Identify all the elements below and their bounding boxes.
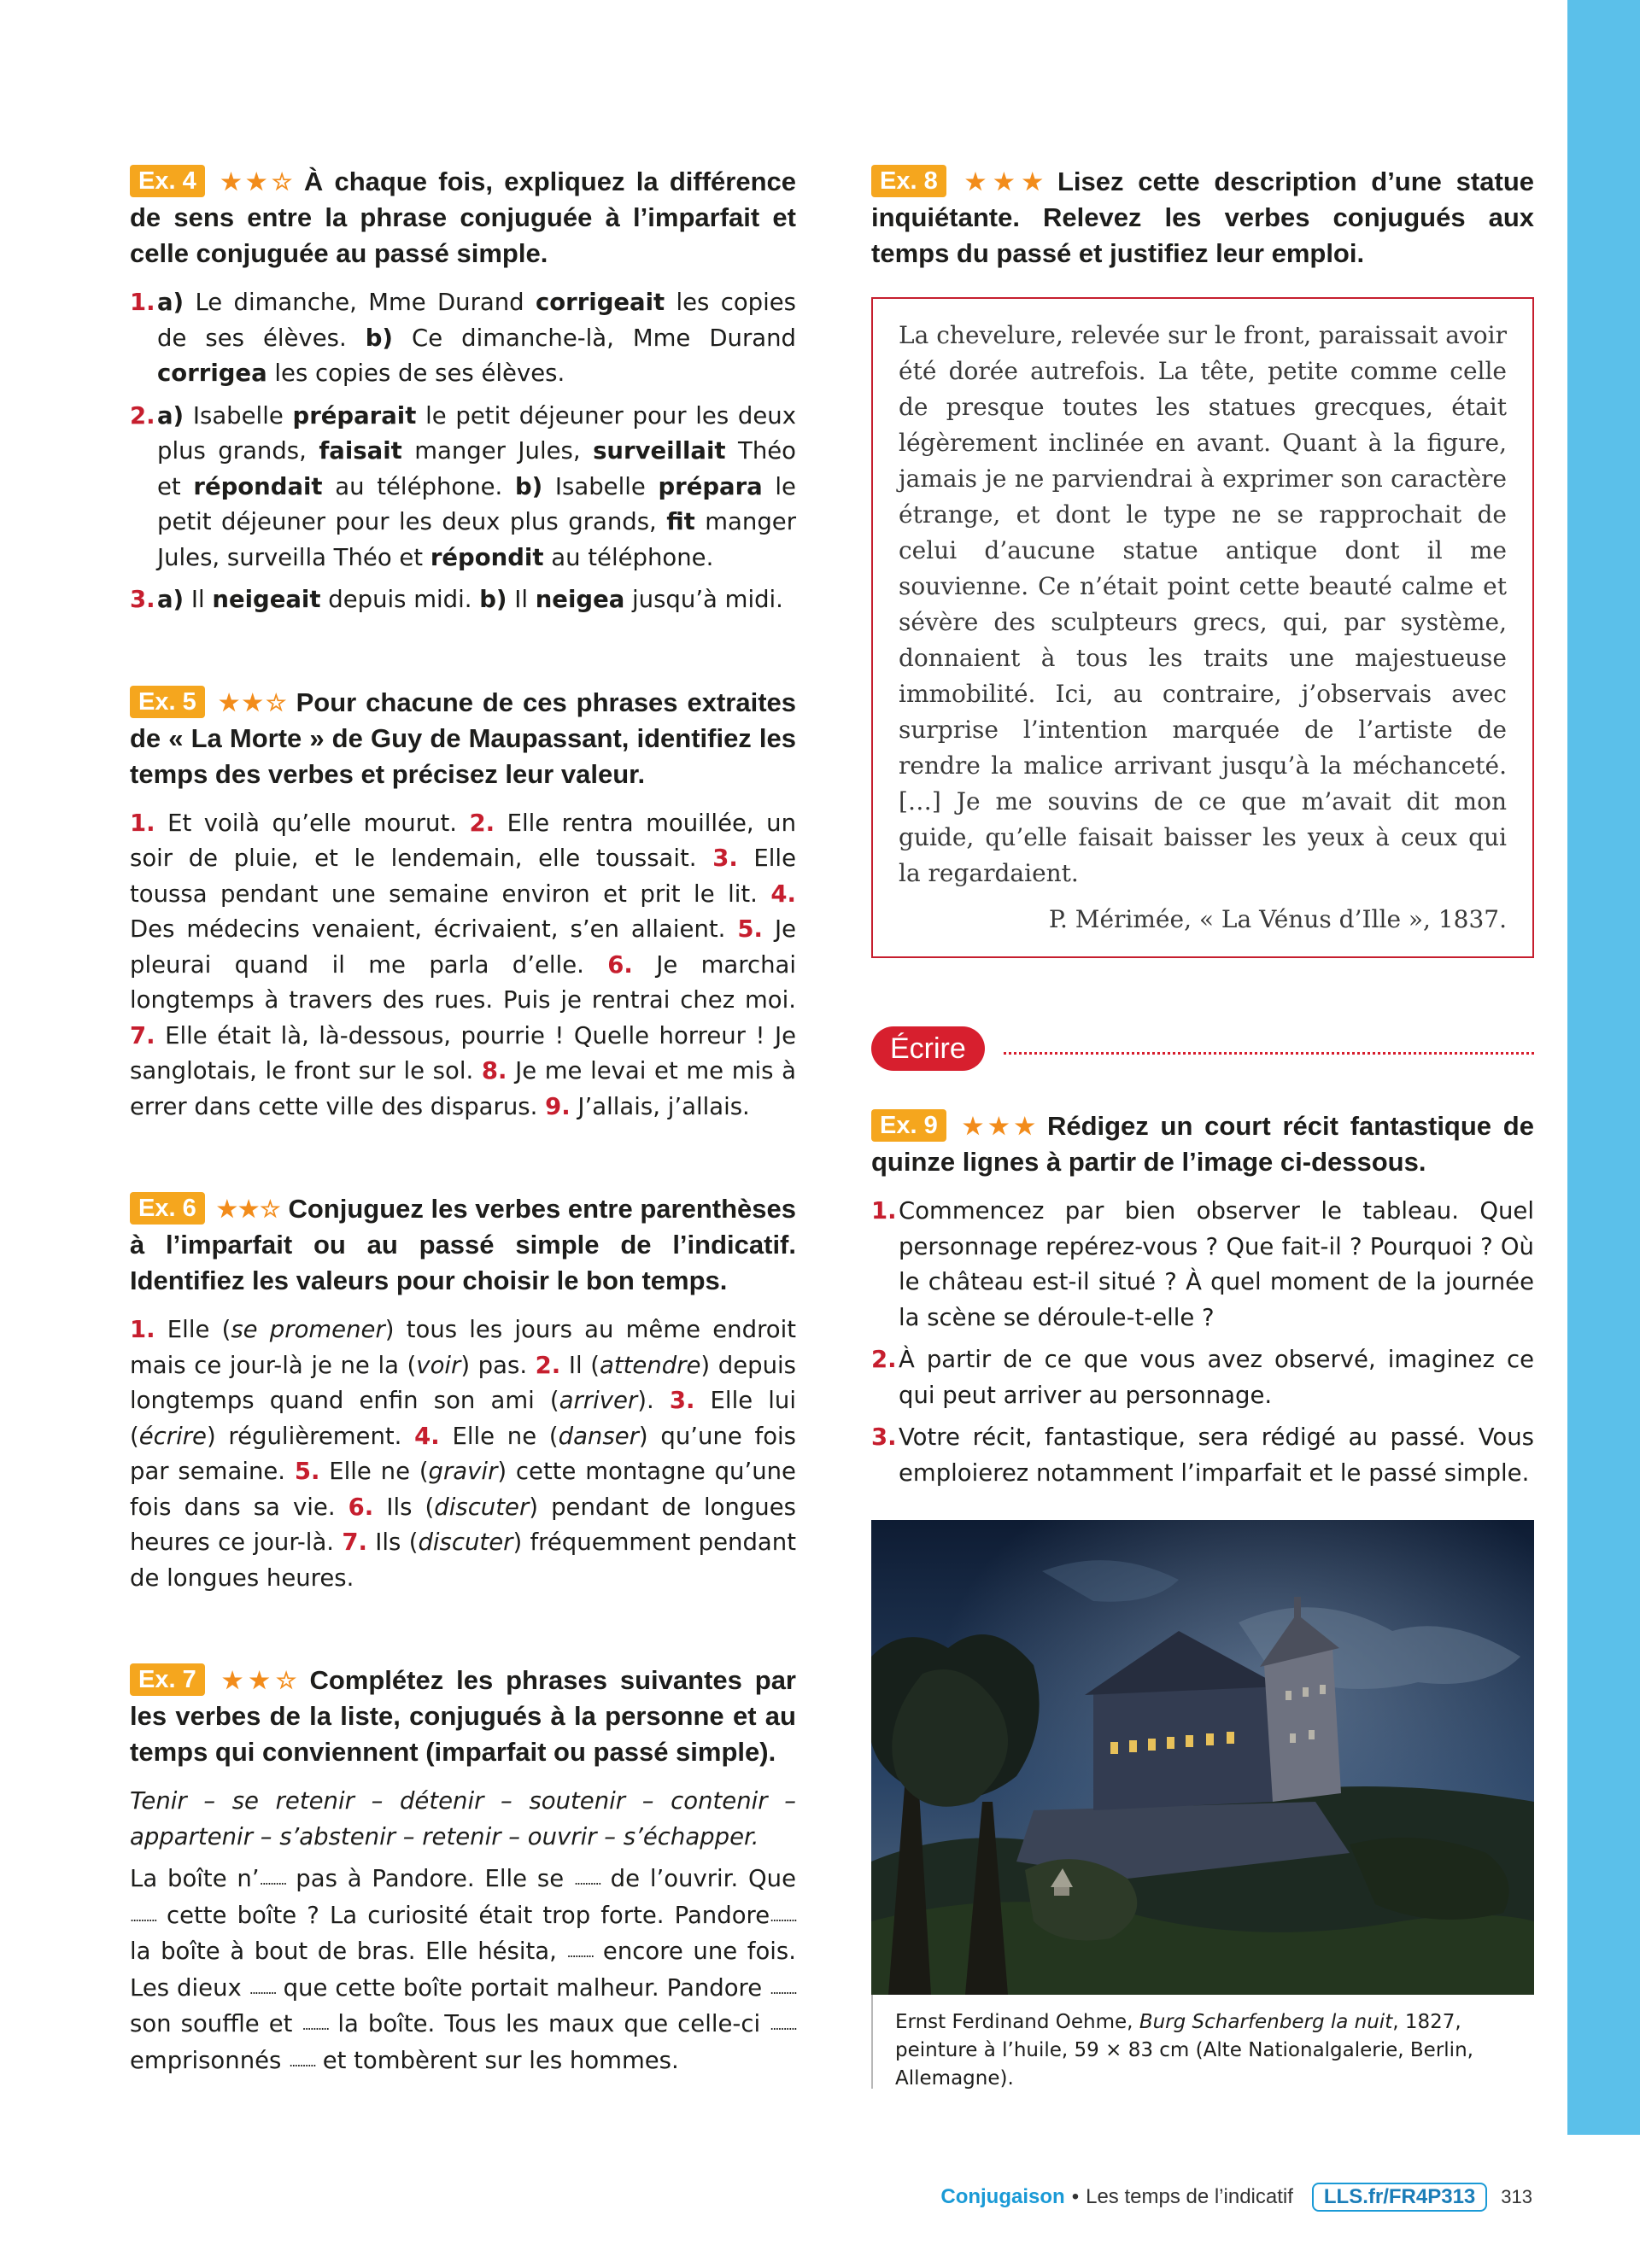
list-item — [130, 399, 796, 576]
quote-box — [871, 297, 1534, 958]
quote-source: P. Mérimée, « La Vénus d’Ille », 1837. — [1048, 905, 1507, 933]
exercise-7 — [130, 1663, 796, 2079]
item-text: a) Le dimanche, Mme Durand corrigeait les copies de ses élèves. b) Ce dimanche-là, Mme Durand corrigea les copies de ses élèves. — [157, 289, 796, 387]
exercise-9-items — [871, 1194, 1534, 1491]
difficulty-stars-icon: ★★★ — [958, 1114, 1040, 1139]
exercise-instruction: Conjuguez les verbes entre parenthèses à l’imparfait ou au passé simple de l’indicatif. Identifiez les valeurs pour choisir le bon temps. — [130, 1194, 796, 1295]
footer-separator: • — [1071, 2185, 1080, 2208]
exercise-5-heading — [130, 685, 796, 792]
exercise-instruction: À chaque fois, expliquez la différence de sens entre la phrase conjuguée à l’imparfait et celle conjuguée au passé simple. — [130, 167, 796, 268]
item-text: a) Il neigeait depuis midi. b) Il neigea jusqu’à midi. — [157, 586, 783, 613]
exercise-4-heading — [130, 164, 796, 272]
list-item — [130, 285, 796, 392]
exercise-badge: Ex. 7 — [130, 1663, 205, 1696]
exercise-7-heading — [130, 1663, 796, 1770]
verb-word-list: Tenir – se retenir – détenir – soutenir – contenir – appartenir – s’abstenir – retenir – ouvrir – s’échapper. — [130, 1787, 796, 1850]
exercise-instruction: Complétez les phrases suivantes par les verbes de la liste, conjugués à la personne et au temps qui conviennent (imparfait ou passé simple). — [130, 1665, 796, 1767]
exercise-9 — [871, 1108, 1534, 2089]
difficulty-stars-icon: ★★☆ — [216, 689, 290, 716]
exercise-6-text: 1. Elle (se promener) tous les jours au même endroit mais ce jour-là je ne la (voir) pas. 2. Il (attendre) depuis longtemps quand enfin son ami (arriver). 3. Elle lui (écrire) régulièrement. 4. Elle ne (danser) qu’une fois par semaine. 5. Elle ne (gravir) cette montagne qu’une fois dans sa vie. 6. Ils (discuter) pendant de longues heures ce jour-là. 7. Ils (discuter) fréquemment pendant de longues heures. — [130, 1316, 797, 1592]
list-item: 2. À partir de ce que vous avez observé, imaginez ce qui peut arriver au personnage. — [871, 1346, 1534, 1409]
left-column — [130, 164, 796, 2146]
list-item: 1. Commencez par bien observer le tableau. Quel personnage repérez-vous ? Que fait-il ? Pourquoi ? Où le château est-il situé ? À quel moment de la journée la scène se déroule-t-elle ? — [871, 1197, 1534, 1331]
exercise-4 — [130, 164, 796, 618]
exercise-badge: Ex. 4 — [130, 165, 205, 197]
exercise-instruction: Pour chacune de ces phrases extraites de « La Morte » de Guy de Maupassant, identifiez les temps des verbes et précisez leur valeur. — [130, 687, 796, 789]
exercise-8 — [871, 164, 1534, 958]
exercise-8-heading — [871, 164, 1534, 272]
ecrire-section-header — [871, 1026, 1534, 1074]
exercise-badge: Ex. 8 — [871, 165, 946, 197]
quote-text: La chevelure, relevée sur le front, paraissait avoir été dorée autrefois. La tête, petite comme celle de presque toutes les statues grecques, était légèrement inclinée en avant. Quant à la figure, jamais je ne parviendrai à exprimer son caractère étrange, et dont le type ne se rapprochait de celui d’aucune statue antique dont il me souvienne. Ce n’était point cette beauté calme et sévère des sculpteurs grecs, qui, par système, donnaient à tous les traits une majestueuse immobilité. Ici, au contraire, j’observais avec surprise l’intention marquée de l’artiste de rendre la malice arrivant jusqu’à la méchanceté. […] Je me souvins de ce que m’avait dit mon guide, qu’elle faisait baisser les yeux à ceux qui la regardaient. — [899, 321, 1507, 887]
exercise-instruction: Rédigez un court récit fantastique de quinze lignes à partir de l’image ci-dessous. — [871, 1111, 1534, 1177]
difficulty-stars-icon: ★★☆ — [216, 1668, 303, 1693]
exercise-5-text: 1. Et voilà qu’elle mourut. 2. Elle rentra mouillée, un soir de pluie, et le lendemain, elle toussait. 3. Elle toussa pendant une semaine environ et prit le lit. 4. Des médecins venaient, écrivaient, s’en allaient. 5. Je pleurai quand il me parla d’elle. 6. Je marchai longtemps à travers des rues. Puis je rentrai chez moi. 7. Elle était là, là-dessous, pourrie ! Quelle horreur ! Je sanglotais, le front sur le sol. 8. Je me levai et me mis à errer dans cette ville des disparus. 9. J’allais, j’allais. — [130, 809, 797, 1120]
footer-subsection: Les temps de l’indicatif — [1086, 2185, 1293, 2208]
exercise-badge: Ex. 6 — [130, 1192, 205, 1225]
exercise-instruction: Lisez cette description d’une statue inquiétante. Relevez les verbes conjugués aux temps du passé et justifiez leur emploi. — [871, 167, 1534, 268]
ecrire-label: Écrire — [871, 1026, 985, 1071]
exercise-9-heading — [871, 1108, 1534, 1180]
exercise-7-text: La boîte n’.......... pas à Pandore. Elle se .......... de l’ouvrir. Que .......... cette boîte ? La curiosité était trop forte. Pandore.......... la boîte à bout de bras. Elle hésita, .......... encore une fois. Les dieux .......... que cette boîte portait malheur. Pandore .......... son souffle et .......... la boîte. Tous les maux que celle-ci .......... emprisonnés .......... et tombèrent sur les hommes. — [130, 1865, 797, 2074]
footer-section: Conjugaison — [940, 2185, 1065, 2208]
list-item: 3. Votre récit, fantastique, sera rédigé au passé. Vous emploierez notamment l’imparfait et le passé simple. — [871, 1423, 1534, 1487]
item-number: 3. — [130, 586, 155, 613]
exercise-badge: Ex. 9 — [871, 1109, 946, 1142]
difficulty-stars-icon: ★★☆ — [216, 1196, 282, 1222]
right-column — [871, 164, 1534, 2089]
list-item — [130, 582, 796, 618]
exercise-6-heading — [130, 1191, 796, 1299]
exercise-4-items — [130, 285, 796, 618]
painting-castle-night — [871, 1520, 1534, 1995]
page-footer — [940, 2183, 1532, 2212]
page-number: 313 — [1501, 2186, 1532, 2207]
exercise-badge: Ex. 5 — [130, 686, 205, 718]
difficulty-stars-icon: ★★☆ — [216, 169, 297, 195]
exercise-5 — [130, 685, 796, 1125]
painting-caption: Ernst Ferdinand Oehme, Burg Scharfenberg la nuit, 1827, peinture à l’huile, 59 × 83 cm (Alte Nationalgalerie, Berlin, Allemagne). — [871, 1995, 1534, 2089]
item-text: a) Isabelle préparait le petit déjeuner pour les deux plus grands, faisait manger Jules, surveillait Théo et répondait au téléphone. b) Isabelle prépara le petit déjeuner pour les deux plus grands, fit manger Jules, surveilla Théo et répondit au téléphone. — [157, 401, 796, 571]
item-number: 1. — [130, 289, 155, 316]
dotted-divider — [1004, 1052, 1534, 1055]
difficulty-stars-icon: ★★★ — [958, 169, 1051, 195]
item-number: 2. — [130, 401, 155, 430]
footer-link[interactable]: LLS.fr/FR4P313 — [1312, 2183, 1487, 2212]
side-color-tab — [1567, 0, 1640, 2135]
exercise-6 — [130, 1191, 796, 1596]
